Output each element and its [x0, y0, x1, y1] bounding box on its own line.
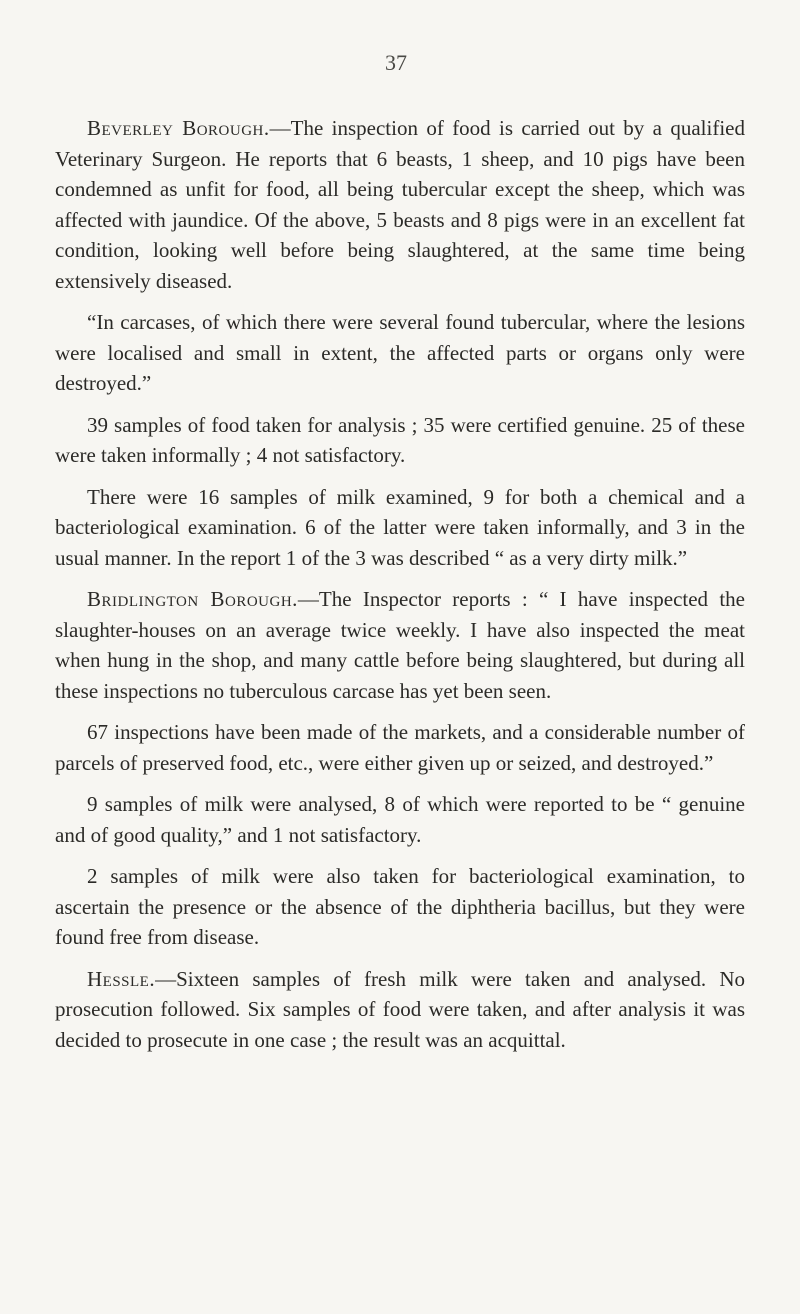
paragraph-text: 39 samples of food taken for analysis ; 35 were certified genuine. 25 of these were taken informally ; 4 not satisfactory.	[55, 412, 745, 467]
paragraph-bacteriological	[55, 861, 745, 953]
section-heading-hessle: Hessle.	[87, 966, 156, 991]
paragraph-text: 67 inspections have been made of the markets, and a considerable number of parcels of preserved food, etc., were either given up or seized, and destroyed.”	[55, 720, 745, 775]
paragraph-beverley	[55, 113, 745, 296]
paragraph-text: 9 samples of milk were analysed, 8 of which were reported to be “ genuine and of good quality,” and 1 not satisfactory.	[55, 792, 745, 847]
paragraph-milk-samples	[55, 482, 745, 574]
paragraph-carcases-quote	[55, 307, 745, 399]
paragraph-text: —The Inspector reports : “ I have inspected the slaughter-houses on an average twice weekly. I have also inspected the meat when hung in the shop, and many cattle before being slaughtered, but during all these inspections no tuberculous carcase has yet been seen.	[55, 587, 745, 703]
page-number: 37	[385, 50, 407, 75]
paragraph-text: —Sixteen samples of fresh milk were taken and analysed. No prosecution followed. Six samples of food were taken, and after analysis it was decided to prosecute in one case ; the result was an acquittal.	[55, 966, 745, 1052]
paragraph-text: —The inspection of food is carried out by a qualified Veterinary Surgeon. He reports that 6 beasts, 1 sheep, and 10 pigs have been condemned as unfit for food, all being tubercular except the sheep, which was affected with jaundice. Of the above, 5 beasts and 8 pigs were in an excellent fat condition, looking well before being slaughtered, at the same time being extensively diseased.	[55, 116, 745, 293]
paragraph-hessle	[55, 964, 745, 1056]
paragraph-text: “In carcases, of which there were several found tubercular, where the lesions were localised and small in extent, the affected parts or organs only were destroyed.”	[55, 310, 745, 395]
paragraph-milk-analysed	[55, 789, 745, 850]
section-heading-bridlington: Bridlington Borough.	[87, 587, 298, 611]
paragraph-market-inspections	[55, 717, 745, 778]
paragraph-text: There were 16 samples of milk examined, 9 for both a chemical and a bacteriological examination. 6 of the latter were taken informally, and 3 in the usual manner. In the report 1 of the 3 was described “ as a very dirty milk.”	[55, 484, 745, 570]
paragraph-bridlington	[55, 584, 745, 706]
document-body	[55, 113, 745, 1066]
section-heading-beverley: Beverley Borough.	[87, 116, 270, 140]
paragraph-text: 2 samples of milk were also taken for bacteriological examination, to ascertain the presence or the absence of the diphtheria bacillus, but they were found free from disease.	[55, 864, 745, 949]
paragraph-food-samples	[55, 410, 745, 471]
